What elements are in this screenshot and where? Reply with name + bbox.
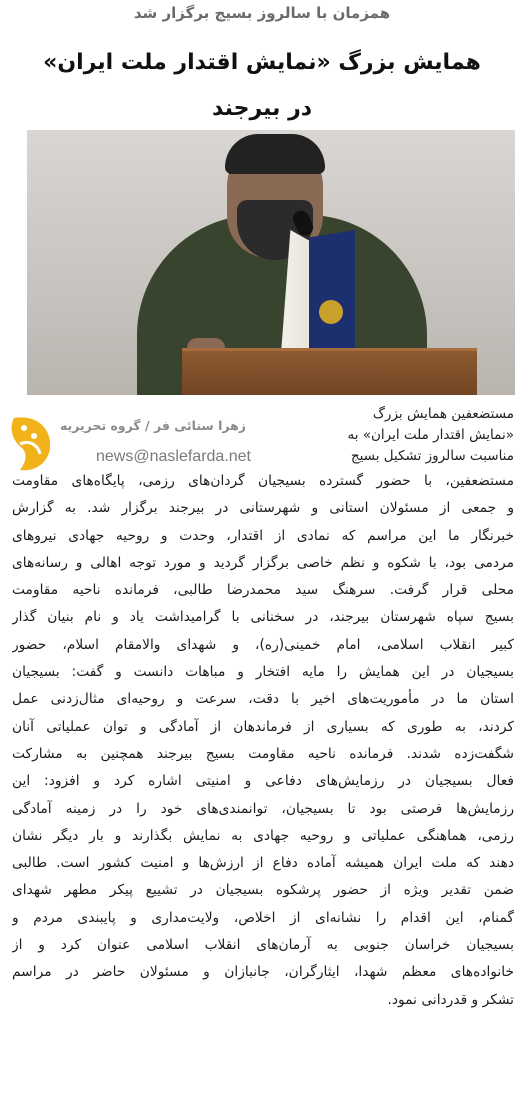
body-line: بسیجیان در این همایش را مایه افتخار و مباهات دانست و گفت: بسیجیان [12, 664, 514, 681]
body-line: مردمی بود، با شکوه و نظم خاصی برگزار گردید و مورد توجه اهالی و رسانه‌های [12, 554, 514, 571]
body-line: بسیجیان خراسان جنوبی به آرمان‌های انقلاب اسلامی عنوان کرد و از [12, 937, 514, 954]
lede-line: «نمایش اقتدار ملت ایران» به [347, 427, 514, 443]
naslefarda-logo-icon [6, 414, 54, 474]
body-line: فعال بسیجیان در رزمایش‌های دفاعی و امنیتی اشاره کرد و افزود: این [12, 773, 514, 790]
body-line: گمنام، این اقدام را نشانه‌ای از اخلاص، ولایت‌مداری و پایبندی مردم و [12, 909, 514, 926]
body-line: رزمایش‌ها فرصتی بود تا بسیجیان، توانمندی‌های خود را در زمینه آمادگی [12, 800, 514, 817]
photo-podium [182, 348, 477, 395]
body-line: مستضعفین، با حضور گسترده بسیجیان گردان‌های رزمی، پایگاه‌های مقاومت [12, 473, 514, 489]
body-line: شگفت‌زده شدند. فرمانده ناحیه مقاومت بسیج بیرجند همچنین به مشارکت [12, 745, 514, 762]
body-line: بسیج سپاه شهرستان بیرجند، در سخنانی با گرامیداشت یاد و نام بنیان گذار [12, 609, 514, 626]
article-photo [27, 130, 515, 395]
body-line: ضمن تقدیر ویژه از حضور پرشکوه بسیجیان در تشییع پیکر مطهر شهدای [12, 882, 514, 899]
body-line: محلی قرار گرفت. سرهنگ سید محمدرضا طالبی، فرمانده ناحیه مقاومت [12, 582, 514, 599]
headline-line-2: در بیرجند [211, 96, 313, 121]
article-lede [252, 404, 514, 467]
lede-line: مناسبت سالروز تشکیل بسیج [350, 448, 514, 464]
body-line: تشکر و قدردانی نمود. [387, 991, 514, 1008]
article-byline: زهرا سنائی فر / گروه تحریریه [59, 418, 246, 433]
body-line: و جمعی از مسئولان استانی و شهرستانی در بیرجند برگزار شد. به گزارش [12, 500, 514, 517]
body-line: رزمی، هماهنگی عملیاتی و روحیه جهادی به نمایش بگذارند و بار دیگر نشان [12, 827, 514, 844]
body-line: خبرنگار ما این مراسم که نمادی از اقتدار، وحدت و روحیه جهادی نیروهای [12, 527, 514, 544]
article-body [12, 468, 514, 1014]
body-line: کبیر انقلاب اسلامی، امام خمینی(ره)، و شهدای والامقام اسلام، حضور [12, 636, 514, 653]
headline-line-1: همایش بزرگ «نمایش اقتدار ملت ایران» [43, 50, 481, 75]
article-email-link[interactable]: news@naslefarda.net [96, 448, 251, 465]
article-kicker: همزمان با سالروز بسیج برگزار شد [133, 4, 391, 22]
photo-speaker-hair [225, 134, 325, 174]
body-line: استان ما در مأموریت‌های اخیر با دقت، سرعت و روحیه‌ای مثال‌زدنی عمل [12, 691, 514, 708]
article-headline [10, 40, 514, 132]
body-line: دهند که ملت ایران همیشه آماده دفاع از ارزش‌ها و امنیت کشور است. طالبی [12, 855, 514, 872]
body-line: خانواده‌های معظم شهدا، ایثارگران، جانبازان و مسئولان حاضر در مراسم [12, 964, 514, 981]
flag-emblem-icon [319, 300, 343, 324]
lede-line: مستضعفین همایش بزرگ [372, 406, 514, 422]
body-line: کردند، به طوری که بسیاری از فرماندهان از آمادگی و توان عملیاتی آنان [12, 718, 514, 735]
